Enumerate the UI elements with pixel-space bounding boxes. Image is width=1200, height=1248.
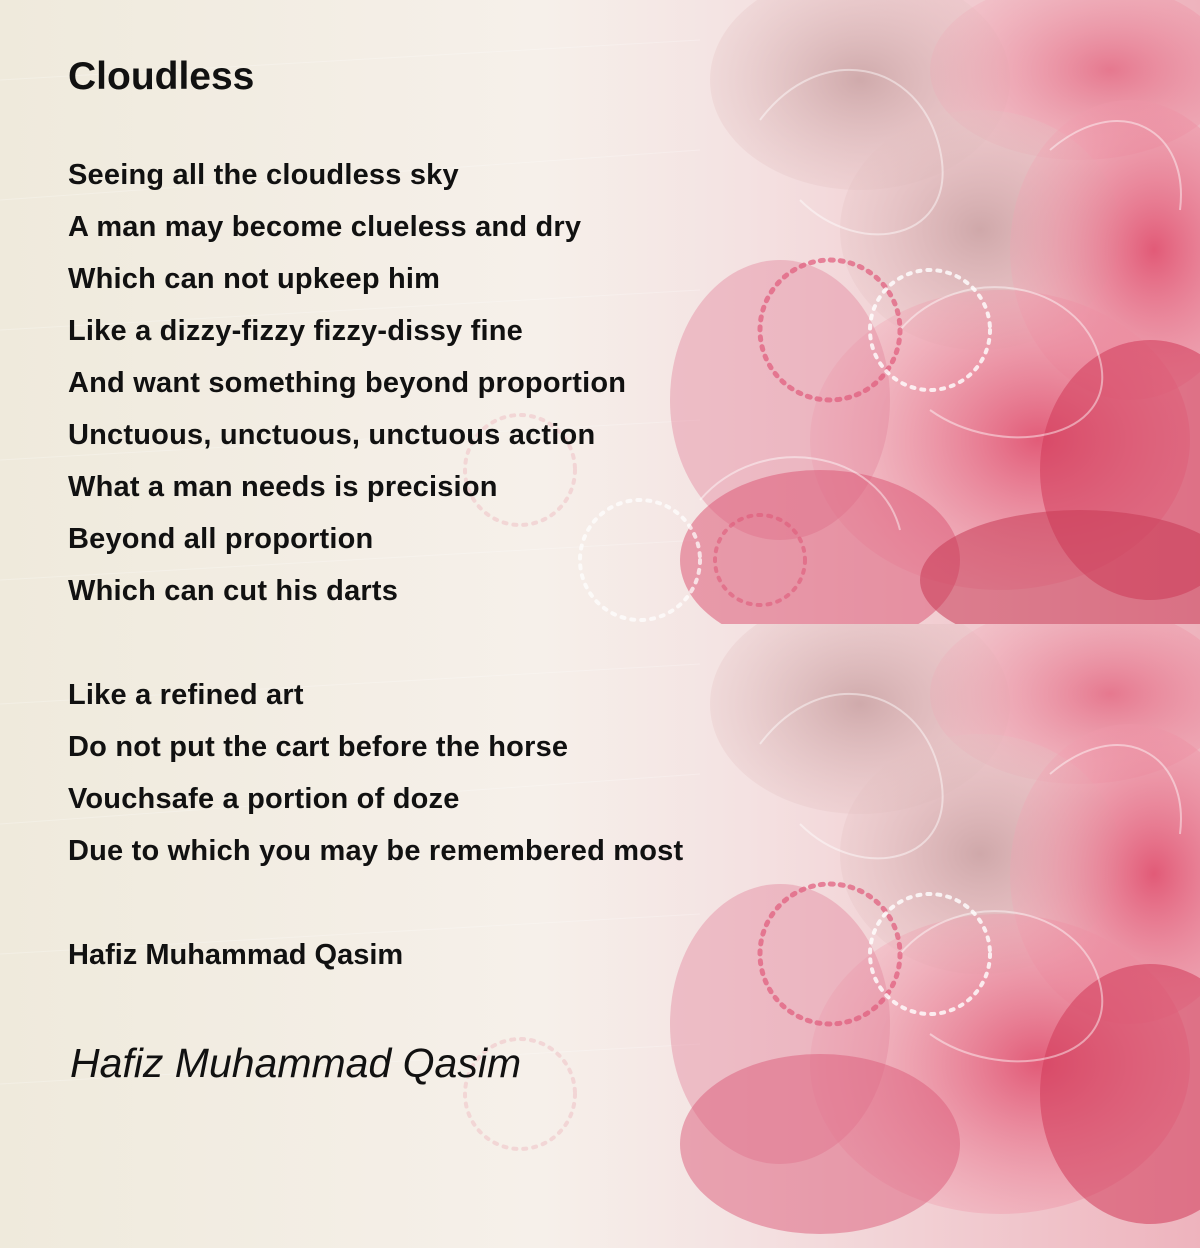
poem-title: Cloudless (68, 55, 255, 98)
poem-line: Unctuous, unctuous, unctuous action (68, 419, 596, 451)
poem-line: And want something beyond proportion (68, 367, 627, 399)
poem-line: Beyond all proportion (68, 523, 374, 555)
poem-line: Seeing all the cloudless sky (68, 159, 459, 191)
poem-line: Which can not upkeep him (68, 263, 441, 295)
poem-line: Like a dizzy-fizzy fizzy-dissy fine (68, 315, 523, 347)
poem-line: Like a refined art (68, 679, 304, 711)
poem-line: Due to which you may be remembered most (68, 835, 684, 867)
poem-line: Which can cut his darts (68, 575, 399, 607)
poem-author: Hafiz Muhammad Qasim (68, 939, 404, 971)
poem-line: Do not put the cart before the horse (68, 731, 569, 763)
poem-line: What a man needs is precision (68, 471, 498, 503)
poem-line: Vouchsafe a portion of doze (68, 783, 460, 815)
author-signature: Hafiz Muhammad Qasim (70, 1040, 522, 1086)
poem-line: A man may become clueless and dry (68, 211, 582, 243)
